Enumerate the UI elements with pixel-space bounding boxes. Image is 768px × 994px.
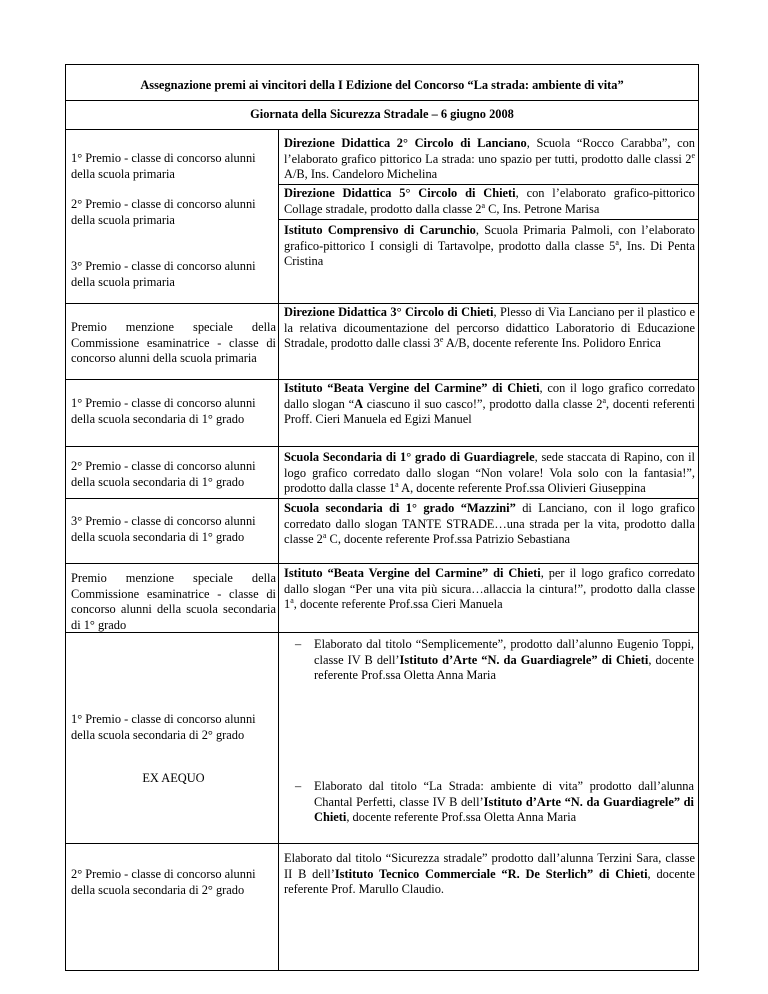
row-divider xyxy=(66,498,698,499)
row-divider xyxy=(66,379,698,380)
superscript: a xyxy=(615,237,619,247)
row-divider xyxy=(66,843,698,844)
bullet-text: Elaborato dal titolo “La Strada: ambiente di vita” prodotto dall’alunna Chantal Perfetti, classe IV B dell’ xyxy=(314,779,694,809)
winner-text: , Scuola Primaria Palmoli, con l’elaborato grafico-pittorico I consigli di Tartavolpe, prodotto dalla classe 5 xyxy=(284,223,695,253)
prize-category: Premio menzione speciale della Commissione esaminatrice - classe di concorso alunni della scuola secondaria di 1° grado xyxy=(71,571,276,632)
bullet-text: Elaborato dal titolo “Semplicemente”, prodotto dall’alunno Eugenio Toppi, classe IV B dell’ xyxy=(314,637,694,667)
winner-name: Direzione Didattica 2° Circolo di Lanciano xyxy=(284,136,527,150)
superscript: a xyxy=(602,395,606,405)
row-divider xyxy=(279,184,698,185)
winner-text: ciascuno il suo casco!”, prodotto dalla classe 2 xyxy=(363,396,603,411)
superscript: e xyxy=(439,335,444,345)
prize-category: 3° Premio - classe di concorso alunni della scuola secondaria di 1° grado xyxy=(71,514,256,544)
winner-text: , Ins. Di Penta Cristina xyxy=(284,238,695,269)
awards-table xyxy=(65,64,699,971)
winner-text: C, Ins. Petrone Marisa xyxy=(485,201,600,216)
winner-text: , con l’elaborato grafico-pittorico Collage stradale, prodotto dalla classe 2 xyxy=(284,186,696,216)
winner-text: C, docente referente Prof.ssa Patrizio Sebastiana xyxy=(326,532,571,547)
winner-text: A/B, Ins. Candeloro Michelina xyxy=(284,167,438,182)
ex-aequo-label: EX AEQUO xyxy=(142,771,205,785)
superscript: e xyxy=(691,150,695,160)
prize-winner xyxy=(284,566,695,613)
row-divider xyxy=(66,632,698,633)
winner-text: , docente referente Prof. Marullo Claudio. xyxy=(284,866,695,897)
prize-winner xyxy=(284,381,695,428)
bullet-dash: – xyxy=(295,637,302,651)
prize-category: 3° Premio - classe di concorso alunni della scuola primaria xyxy=(71,259,256,289)
winner-name: Scuola secondaria di 1° grado “Mazzini” xyxy=(284,501,516,515)
prize-category: 1° Premio - classe di concorso alunni della scuola primaria xyxy=(71,151,256,181)
winner-name: Istituto Comprensivo di Carunchio xyxy=(284,223,476,237)
prize-category: 1° Premio - classe di concorso alunni della scuola secondaria di 1° grado xyxy=(71,396,256,426)
winner-text: , Plesso di Via Lanciano per il plastico e la relativa dicoumentazione del percorso didattico Laboratorio di Educazione Stradale, prodotto dalle classi 3 xyxy=(284,305,695,351)
winner-text: , docente referente Prof.ssa Cieri Manuela xyxy=(293,597,503,612)
prize-winner xyxy=(284,223,695,270)
winner-name: Scuola Secondaria di 1° grado di Guardiagrele xyxy=(284,450,535,464)
winner-name: Istituto d’Arte “N. da Guardiagrele” di Chieti xyxy=(399,652,649,667)
row-divider xyxy=(66,129,698,130)
winner-name: Direzione Didattica 5° Circolo di Chieti xyxy=(284,186,516,200)
winner-name: Direzione Didattica 3° Circolo di Chieti xyxy=(284,305,494,319)
prize-winner xyxy=(284,851,695,898)
document-subtitle: Giornata della Sicurezza Stradale – 6 giugno 2008 xyxy=(250,107,514,121)
superscript: a xyxy=(322,531,327,541)
winner-name: Istituto d’Arte “N. da Guardiagrele” di Chieti xyxy=(314,794,694,825)
prize-winner xyxy=(284,305,695,352)
prize-category: 2° Premio - classe di concorso alunni della scuola secondaria di 1° grado xyxy=(71,459,256,489)
winner-name: Istituto Tecnico Commerciale “R. De Sterlich” di Chieti xyxy=(334,866,648,881)
row-divider xyxy=(66,563,698,564)
superscript: a xyxy=(395,480,399,490)
bullet-text: , docente referente Prof.ssa Oletta Anna Maria xyxy=(314,652,694,683)
winner-text: , per il logo grafico corredato dallo slogan “Per una vita più sicura…allaccia la cintura!”, prodotto dalla classe 1 xyxy=(284,566,695,612)
winner-name: A xyxy=(354,396,364,411)
prize-category: 2° Premio - classe di concorso alunni della scuola secondaria di 2° grado xyxy=(71,867,256,897)
row-divider xyxy=(66,100,698,101)
bullet-item xyxy=(314,779,694,826)
prize-winner xyxy=(284,136,695,183)
prize-category: 2° Premio - classe di concorso alunni della scuola primaria xyxy=(71,197,256,227)
row-divider xyxy=(66,446,698,447)
winner-text: , con il logo grafico corredato dallo slogan “ xyxy=(284,381,695,411)
winner-name: Istituto “Beata Vergine del Carmine” di Chieti xyxy=(284,381,540,395)
winner-text: A, docente referente Prof.ssa Olivieri Giuseppina xyxy=(398,481,646,496)
winner-text: , Scuola “Rocco Carabba”, con l’elaborato grafico pittorico La strada: uno spazio per tutti, prodotto dalle classi 2 xyxy=(284,136,695,166)
bullet-item xyxy=(314,637,694,684)
prize-winner xyxy=(284,450,695,497)
prize-winner xyxy=(284,501,695,548)
winner-text: A/B, docente referente Ins. Polidoro Enrica xyxy=(443,336,661,351)
document-title: Assegnazione premi ai vincitori della I Edizione del Concorso “La strada: ambiente di vita” xyxy=(140,78,624,92)
row-divider xyxy=(279,219,698,220)
prize-category: Premio menzione speciale della Commissione esaminatrice - classe di concorso alunni della scuola primaria xyxy=(71,320,276,366)
row-divider xyxy=(66,303,698,304)
bullet-text: , docente referente Prof.ssa Oletta Anna Maria xyxy=(346,810,577,825)
winner-text: , sede staccata di Rapino, con il logo grafico corredato dallo slogan “Non volare! Vola solo con la fantasia!”, prodotto dalla classe 1 xyxy=(284,450,695,496)
prize-winner xyxy=(284,186,695,217)
prize-category: 1° Premio - classe di concorso alunni della scuola secondaria di 2° grado xyxy=(71,712,256,742)
winner-text: di Lanciano, con il logo grafico corredato dallo slogan TANTE STRADE…una strada per la vita, prodotto dalla classe 2 xyxy=(284,501,695,547)
winner-text: , docenti referenti Proff. Cieri Manuela ed Egizi Manuel xyxy=(284,396,695,427)
winner-name: Istituto “Beata Vergine del Carmine” di Chieti xyxy=(284,566,541,580)
superscript: a xyxy=(481,200,486,210)
winner-text: Elaborato dal titolo “Sicurezza stradale” prodotto dall’alunna Terzini Sara, classe II B dell’ xyxy=(284,851,695,881)
bullet-dash: – xyxy=(295,779,302,793)
superscript: a xyxy=(290,596,294,606)
